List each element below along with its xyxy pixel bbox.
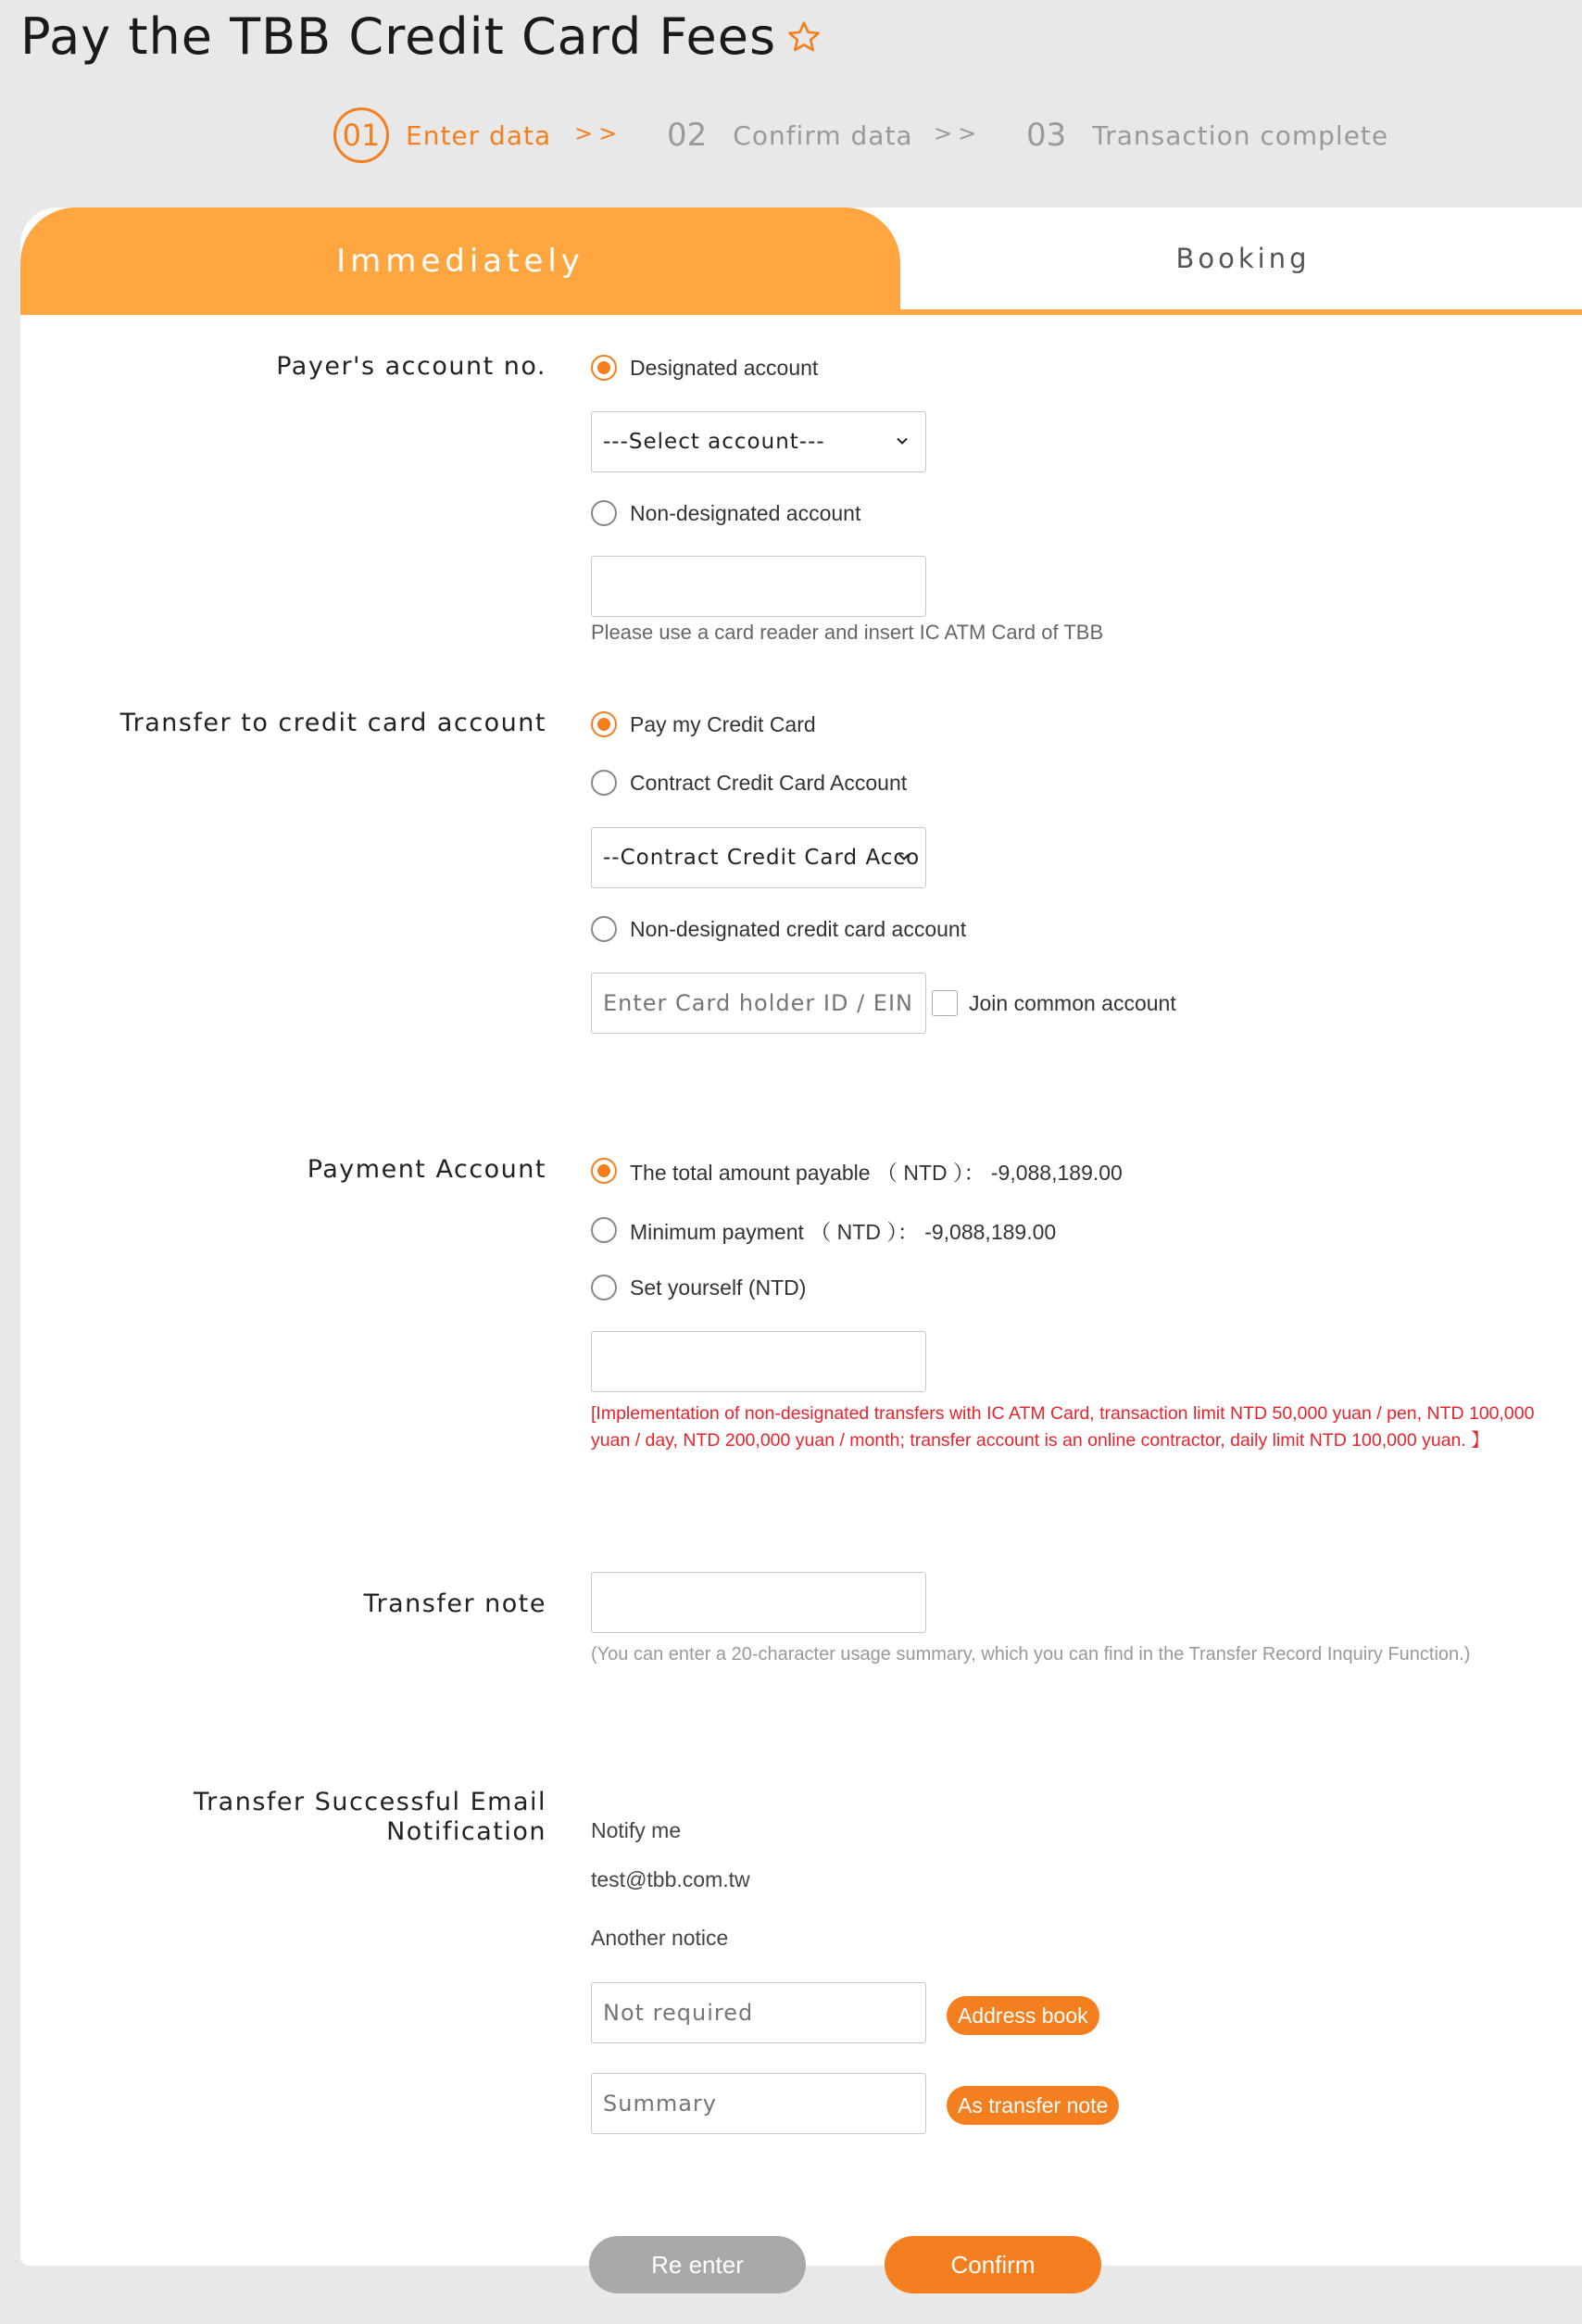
checkbox-label: Join common account bbox=[969, 990, 1176, 1015]
option-label: Minimum payment （ NTD ）： -9,088,189.00 bbox=[630, 1219, 1057, 1244]
select-value: ---Select account--- bbox=[603, 430, 825, 454]
set-yourself-option[interactable] bbox=[591, 1272, 806, 1303]
progress-steps bbox=[0, 107, 1582, 163]
page-title bbox=[20, 7, 822, 66]
address-book-button[interactable]: Address book bbox=[947, 1996, 1099, 2035]
radio-icon[interactable] bbox=[591, 916, 617, 942]
step-label: Enter data bbox=[406, 119, 552, 151]
total-amount-option[interactable] bbox=[591, 1155, 1123, 1187]
radio-icon[interactable] bbox=[591, 355, 617, 381]
step-separator: >> bbox=[574, 120, 623, 146]
minimum-payment-option[interactable] bbox=[591, 1214, 1056, 1246]
tab-immediately[interactable]: Immediately bbox=[20, 207, 900, 315]
checkbox-icon[interactable] bbox=[932, 990, 958, 1016]
option-label: Pay my Credit Card bbox=[630, 711, 816, 736]
transfer-note-hint: (You can enter a 20-character usage summary, which you can find in the Transfer Record Inquiry Function.) bbox=[591, 1644, 1471, 1664]
transfer-note-input[interactable] bbox=[591, 1572, 926, 1633]
custom-amount-input[interactable] bbox=[591, 1331, 926, 1392]
step-number: 01 bbox=[333, 107, 389, 163]
radio-icon[interactable] bbox=[591, 500, 617, 526]
chevron-down-icon bbox=[898, 850, 910, 863]
designated-account-option[interactable] bbox=[591, 352, 818, 383]
re-enter-button[interactable]: Re enter bbox=[589, 2236, 806, 2293]
select-value: --Contract Credit Card Acco bbox=[603, 846, 921, 870]
select-account-dropdown[interactable] bbox=[591, 411, 926, 472]
email-notification-label bbox=[194, 1788, 546, 1847]
transfer-note-label: Transfer note bbox=[363, 1589, 546, 1618]
card-reader-note: Please use a card reader and insert IC ATM Card of TBB bbox=[591, 621, 1104, 644]
step-separator: >> bbox=[934, 120, 983, 146]
notify-email-address: test@tbb.com.tw bbox=[591, 1867, 750, 1891]
radio-icon[interactable] bbox=[591, 1275, 617, 1300]
transfer-to-label: Transfer to credit card account bbox=[119, 709, 546, 737]
contract-card-option[interactable] bbox=[591, 767, 907, 798]
contract-card-dropdown[interactable] bbox=[591, 827, 926, 888]
non-designated-card-option[interactable] bbox=[591, 913, 966, 945]
another-notice-text: Another notice bbox=[591, 1926, 729, 1950]
option-label: Contract Credit Card Account bbox=[630, 770, 908, 795]
payment-account-label: Payment Account bbox=[307, 1155, 546, 1184]
page-title-text: Pay the TBB Credit Card Fees bbox=[20, 7, 777, 66]
option-label: Non-designated account bbox=[630, 500, 861, 525]
option-label: The total amount payable （ NTD ）： -9,088,189.00 bbox=[630, 1160, 1123, 1185]
transfer-limit-warning: [Implementation of non-designated transfers with IC ATM Card, transaction limit NTD 50,000 yuan / pen, NTD 100,000 yuan / day, NTD 200,000 yuan / month; transfer account is an online contractor, daily limit NTD 100,000 yuan. 】 bbox=[591, 1403, 1535, 1451]
option-label: Non-designated credit card account bbox=[630, 916, 967, 941]
notify-me-text: Notify me bbox=[591, 1818, 682, 1842]
payer-account-label: Payer's account no. bbox=[276, 352, 546, 381]
non-designated-account-input[interactable] bbox=[591, 556, 926, 617]
step-label: Transaction complete bbox=[1092, 119, 1389, 151]
step-transaction-complete bbox=[1026, 107, 1388, 163]
radio-icon[interactable] bbox=[591, 711, 617, 737]
label-line: Notification bbox=[386, 1817, 546, 1846]
option-label: Set yourself (NTD) bbox=[630, 1275, 807, 1300]
step-label: Confirm data bbox=[733, 119, 913, 151]
non-designated-account-option[interactable] bbox=[591, 497, 860, 529]
radio-icon[interactable] bbox=[591, 1217, 617, 1243]
card-holder-id-input[interactable] bbox=[591, 973, 926, 1034]
step-number: 03 bbox=[1026, 117, 1067, 154]
label-line: Transfer Successful Email bbox=[194, 1788, 546, 1816]
another-email-input[interactable] bbox=[591, 1982, 926, 2043]
option-label: Designated account bbox=[630, 355, 819, 380]
as-transfer-note-button[interactable]: As transfer note bbox=[947, 2086, 1119, 2125]
tab-booking[interactable]: Booking bbox=[900, 207, 1582, 309]
join-common-account-checkbox[interactable] bbox=[932, 987, 1176, 1019]
radio-icon[interactable] bbox=[591, 1158, 617, 1184]
chevron-down-icon bbox=[896, 434, 909, 447]
pay-my-card-option[interactable] bbox=[591, 709, 816, 740]
tab-underline bbox=[900, 309, 1582, 315]
summary-input[interactable] bbox=[591, 2073, 926, 2134]
step-number: 02 bbox=[667, 117, 708, 154]
step-enter-data bbox=[333, 107, 551, 163]
radio-icon[interactable] bbox=[591, 770, 617, 796]
favorite-star-icon[interactable] bbox=[785, 19, 822, 56]
step-confirm-data bbox=[667, 107, 913, 163]
confirm-button[interactable]: Confirm bbox=[885, 2236, 1101, 2293]
